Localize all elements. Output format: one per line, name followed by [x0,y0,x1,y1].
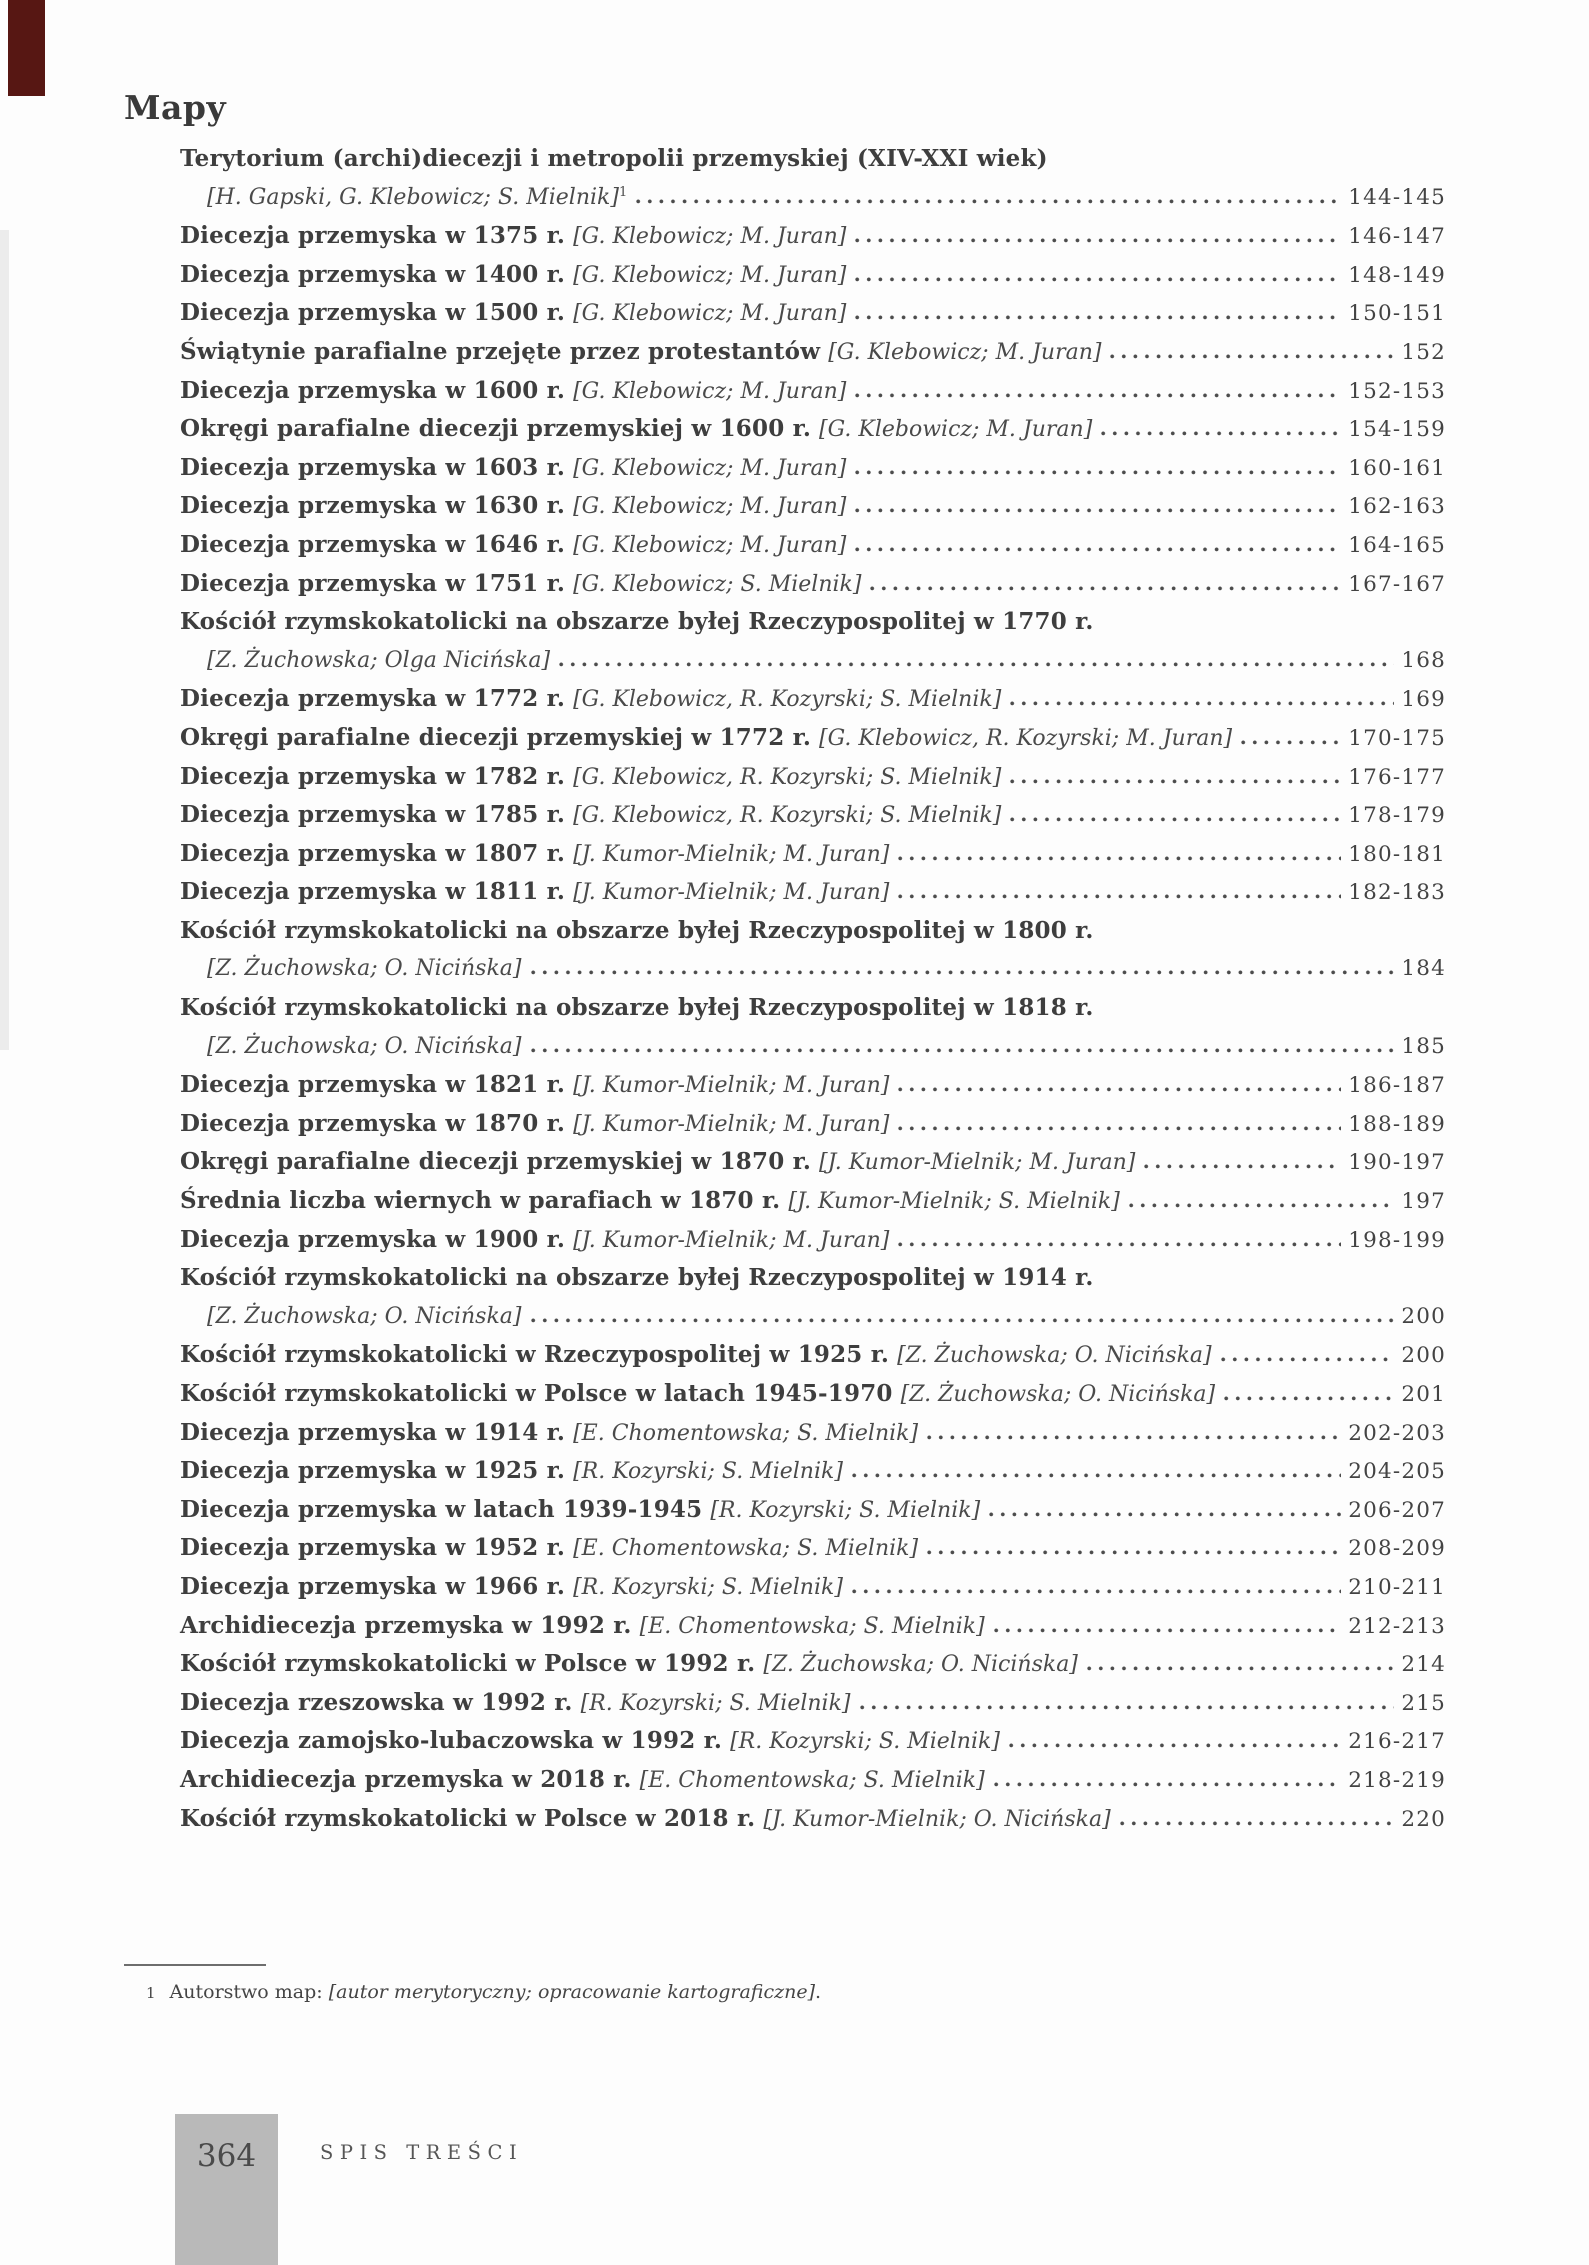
entry-authors: [R. Kozyrski; S. Mielnik] [573,1574,843,1600]
entry-title: Diecezja przemyska w 1900 r. [180,1225,566,1253]
toc-row [180,1221,1446,1260]
entry-authors: [J. Kumor-Mielnik; M. Juran] [573,841,890,867]
footnote-bracket: [autor merytoryczny; opracowanie kartograficzne] [328,1981,816,2003]
page-number: 208-209 [1348,1536,1446,1562]
toc-row [180,1491,1446,1530]
entry-authors: [G. Klebowicz; S. Mielnik] [573,571,862,597]
page-number: 170-175 [1348,725,1446,751]
entry-title: Diecezja przemyska w 1966 r. [180,1572,566,1600]
toc-row [180,1375,1446,1414]
dot-leader [855,547,1341,552]
toc-row [180,410,1446,449]
page-number: 197 [1401,1189,1446,1215]
entry-authors: [G. Klebowicz, R. Kozyrski; S. Mielnik] [573,687,1002,713]
dot-leader [855,393,1341,398]
dot-leader [855,277,1341,282]
entry-authors: [G. Klebowicz; M. Juran] [573,224,847,250]
toc-row [180,1452,1446,1491]
page-number: 144-145 [1348,184,1446,210]
entry-authors: [Z. Żuchowska; O. Nicińska] [207,1303,522,1329]
page-number: 169 [1401,687,1446,713]
page-number: 216-217 [1348,1729,1446,1755]
entry-title: Diecezja przemyska w 1952 r. [180,1534,566,1562]
toc-row [180,140,1446,179]
page-number: 188-189 [1348,1111,1446,1137]
entry-authors: [G. Klebowicz; M. Juran] [573,301,847,327]
entry-authors: [R. Kozyrski; S. Mielnik] [730,1729,1000,1755]
page-number: 206-207 [1348,1497,1446,1523]
toc-row [180,449,1446,488]
entry-title: Kościół rzymskokatolicki w Polsce w latach 1945-1970 [180,1380,893,1407]
dot-leader [855,238,1341,243]
footnote-rule [124,1964,266,1966]
page-number: 176-177 [1348,764,1446,790]
toc-row [180,1028,1446,1067]
entry-authors: [R. Kozyrski; S. Mielnik] [580,1690,851,1716]
page-number: 190-197 [1348,1150,1446,1176]
dot-leader [1110,354,1394,359]
entry-authors: [J. Kumor-Mielnik; M. Juran] [573,880,890,906]
toc-row [180,256,1446,295]
page-number: 220 [1401,1806,1446,1832]
entry-authors: [E. Chomentowska; S. Mielnik] [639,1767,985,1793]
entry-authors: [G. Klebowicz, R. Kozyrski; S. Mielnik] [573,803,1002,829]
toc-row [180,1143,1446,1182]
entry-authors: [J. Kumor-Mielnik; S. Mielnik] [788,1189,1120,1215]
dot-leader [1144,1164,1341,1169]
entry-title: Diecezja przemyska w 1630 r. [180,492,566,520]
dot-leader [1087,1666,1394,1671]
footnote-text: Autorstwo map: [169,1981,329,2003]
dot-leader [1101,431,1341,436]
entry-title: Kościół rzymskokatolicki na obszarze byłej Rzeczypospolitej w 1818 r. [180,994,1094,1022]
dot-leader [559,662,1394,667]
scan-artifact-red-bar [8,0,45,96]
dot-leader [1120,1821,1395,1826]
entry-authors: [Z. Żuchowska; O. Nicińska] [207,956,522,982]
toc-row [180,1414,1446,1453]
toc-row [180,1182,1446,1221]
toc-list [180,140,1446,1838]
entry-title: Diecezja rzeszowska w 1992 r. [180,1688,573,1716]
entry-authors: [G. Klebowicz; M. Juran] [819,417,1093,443]
dot-leader [852,1473,1341,1478]
dot-leader [898,1126,1341,1131]
dot-leader [1241,740,1341,745]
entry-authors: [J. Kumor-Mielnik; M. Juran] [573,1073,890,1099]
toc-row: [H. Gapski, G. Klebowicz; S. Mielnik] $^1$ 144-145 [180,179,1446,218]
toc-row [180,526,1446,565]
entry-authors: [Z. Żuchowska; O. Nicińska] [763,1652,1078,1678]
entry-title: Diecezja przemyska w 1600 r. [180,376,566,404]
page-number: 168 [1401,647,1446,673]
entry-title: Diecezja przemyska w 1807 r. [180,839,566,867]
entry-authors: [G. Klebowicz; M. Juran] [573,532,847,558]
entry-title: Kościół rzymskokatolicki na obszarze byłej Rzeczypospolitej w 1800 r. [180,916,1094,944]
dot-leader [855,508,1341,513]
page-number: 200 [1401,1303,1446,1329]
entry-title: Diecezja przemyska w 1925 r. [180,1457,566,1485]
entry-authors: [Z. Żuchowska; Olga Nicińska] [207,647,551,673]
page-number: 202-203 [1348,1420,1446,1446]
page-number: 204-205 [1348,1459,1446,1485]
dot-leader [927,1550,1341,1555]
page-number: 154-159 [1348,417,1446,443]
toc-row [180,835,1446,874]
toc-row [180,912,1446,951]
toc-row [180,873,1446,912]
dot-leader [1009,1743,1341,1748]
entry-authors: [J. Kumor-Mielnik; M. Juran] [573,1111,890,1137]
entry-title: Diecezja zamojsko-lubaczowska w 1992 r. [180,1727,723,1755]
page-number: 184 [1401,956,1446,982]
dot-leader [994,1782,1342,1787]
entry-authors: [H. Gapski, G. Klebowicz; S. Mielnik] [207,184,619,210]
dot-leader [1010,779,1341,784]
page-number: 182-183 [1348,880,1446,906]
dot-leader [531,1318,1395,1323]
footnote-suffix: . [815,1981,822,2003]
entry-authors: [J. Kumor-Mielnik; M. Juran] [819,1150,1136,1176]
toc-row [180,1336,1446,1375]
entry-title: Diecezja przemyska w 1782 r. [180,762,566,790]
entry-authors: [E. Chomentowska; S. Mielnik] [639,1613,985,1639]
footer-page-number-box [175,2114,278,2265]
entry-title: Diecezja przemyska w 1603 r. [180,453,566,481]
page-number: 180-181 [1348,841,1446,867]
entry-authors: [G. Klebowicz; M. Juran] [573,262,847,288]
entry-authors: [J. Kumor-Mielnik; M. Juran] [573,1227,890,1253]
toc-row [180,1259,1446,1298]
entry-title: Diecezja przemyska w 1772 r. [180,685,566,713]
dot-leader [852,1589,1341,1594]
entry-title: Diecezja przemyska w 1914 r. [180,1418,566,1446]
entry-title: Diecezja przemyska w 1375 r. [180,222,566,250]
dot-leader [989,1512,1341,1517]
toc-row [180,680,1446,719]
entry-title: Kościół rzymskokatolicki na obszarze byłej Rzeczypospolitej w 1770 r. [180,608,1094,636]
entry-title: Średnia liczba wiernych w parafiach w 1870 r. [180,1187,781,1215]
dot-leader [898,1242,1341,1247]
dot-leader [898,894,1341,899]
toc-row [180,1529,1446,1568]
entry-title: Diecezja przemyska w 1400 r. [180,260,566,288]
dot-leader [870,586,1341,591]
entry-title: Terytorium (archi)diecezji i metropolii przemyskiej (XIV-XXI wiek) [180,145,1048,172]
page-number: 146-147 [1348,224,1446,250]
page-number: 160-161 [1348,455,1446,481]
toc-row [180,719,1446,758]
dot-leader [636,199,1341,204]
entry-title: Diecezja przemyska w 1811 r. [180,878,566,906]
entry-authors: [R. Kozyrski; S. Mielnik] [573,1459,843,1485]
page-number: 164-165 [1348,532,1446,558]
page-number: 148-149 [1348,262,1446,288]
toc-row [180,950,1446,989]
toc-row [180,1761,1446,1800]
dot-leader [1224,1396,1394,1401]
entry-title: Diecezja przemyska w 1870 r. [180,1109,566,1137]
page-number: 215 [1401,1690,1446,1716]
page-number: 201 [1401,1382,1446,1407]
dot-leader [855,470,1341,475]
page-number: 150-151 [1348,301,1446,327]
entry-authors: [Z. Żuchowska; O. Nicińska] [900,1382,1216,1407]
entry-title: Kościół rzymskokatolicki w Rzeczypospolitej w 1925 r. [180,1341,890,1369]
entry-title: Diecezja przemyska w 1751 r. [180,569,566,597]
page-number: 185 [1401,1033,1446,1059]
toc-row [180,796,1446,835]
section-heading: Mapy [124,88,227,127]
entry-title: Kościół rzymskokatolicki w Polsce w 2018 r. [180,1804,756,1832]
toc-row [180,565,1446,604]
dot-leader [531,970,1395,975]
entry-title: Okręgi parafialne diecezji przemyskiej w 1870 r. [180,1148,812,1176]
dot-leader [1010,701,1394,706]
entry-authors: [G. Klebowicz; M. Juran] [573,378,847,404]
toc-row [180,372,1446,411]
toc-row [180,1105,1446,1144]
dot-leader [994,1628,1342,1633]
entry-authors: [G. Klebowicz, R. Kozyrski; M. Juran] [819,725,1233,751]
entry-authors: [G. Klebowicz; M. Juran] [573,455,847,481]
entry-authors: [R. Kozyrski; S. Mielnik] [710,1497,981,1523]
footnote [146,1981,821,2003]
entry-authors: [G. Klebowicz, R. Kozyrski; S. Mielnik] [573,764,1002,790]
dot-leader [898,856,1341,861]
dot-leader [531,1048,1395,1053]
entry-authors: [Z. Żuchowska; O. Nicińska] [897,1343,1212,1369]
toc-row [180,1645,1446,1684]
entry-title: Kościół rzymskokatolicki w Polsce w 1992 r. [180,1650,756,1678]
toc-row [180,603,1446,642]
page-number: 152-153 [1348,378,1446,404]
page-number: 167-167 [1348,571,1446,597]
entry-title: Archidiecezja przemyska w 1992 r. [180,1611,632,1639]
entry-authors: [J. Kumor-Mielnik; O. Nicińska] [763,1806,1111,1832]
entry-authors: [G. Klebowicz; M. Juran] [573,494,847,520]
entry-title: Diecezja przemyska w latach 1939-1945 [180,1495,703,1523]
toc-row [180,1568,1446,1607]
footnote-marker: 1 [146,1984,156,2002]
entry-title: Kościół rzymskokatolicki na obszarze byłej Rzeczypospolitej w 1914 r. [180,1264,1094,1292]
running-title: SPIS TREŚCI [320,2141,524,2164]
scan-edge-shadow [0,230,9,1050]
entry-title: Diecezja przemyska w 1785 r. [180,801,566,829]
page-number: 214 [1401,1652,1446,1678]
dot-leader [860,1705,1395,1710]
page-number: 218-219 [1348,1767,1446,1793]
page-number: 162-163 [1348,494,1446,520]
dot-leader [1221,1357,1395,1362]
dot-leader [1129,1203,1395,1208]
page-number: 186-187 [1348,1073,1446,1099]
dot-leader [855,315,1341,320]
page-number: 198-199 [1348,1227,1446,1253]
toc-row [180,294,1446,333]
folio-page-number: 364 [196,2138,257,2174]
entry-title: Okręgi parafialne diecezji przemyskiej w 1772 r. [180,723,812,751]
toc-row [180,333,1446,372]
toc-row [180,1066,1446,1105]
entry-title: Archidiecezja przemyska w 2018 r. [180,1765,632,1793]
toc-row [180,1298,1446,1337]
entry-title: Diecezja przemyska w 1500 r. [180,299,566,327]
entry-authors: [E. Chomentowska; S. Mielnik] [573,1420,919,1446]
entry-authors: [G. Klebowicz; M. Juran] [828,339,1102,365]
page-number: 212-213 [1348,1613,1446,1639]
entry-title: Diecezja przemyska w 1646 r. [180,530,566,558]
page-number: 210-211 [1348,1574,1446,1600]
toc-row [180,487,1446,526]
entry-title: Okręgi parafialne diecezji przemyskiej w 1600 r. [180,415,812,443]
dot-leader [927,1435,1341,1440]
page-number: 200 [1401,1343,1446,1369]
toc-row [180,1684,1446,1723]
toc-row [180,1800,1446,1839]
toc-row [180,217,1446,256]
entry-authors: [E. Chomentowska; S. Mielnik] [573,1536,919,1562]
entry-authors: [Z. Żuchowska; O. Nicińska] [207,1033,522,1059]
toc-row [180,1607,1446,1646]
page-number: 152 [1401,339,1446,365]
toc-row [180,1722,1446,1761]
entry-title: Diecezja przemyska w 1821 r. [180,1071,566,1099]
toc-row [180,758,1446,797]
dot-leader [1010,817,1341,822]
entry-title: Świątynie parafialne przejęte przez protestantów [180,337,821,365]
toc-row [180,989,1446,1028]
dot-leader [898,1087,1341,1092]
page-number: 178-179 [1348,803,1446,829]
toc-row [180,642,1446,681]
